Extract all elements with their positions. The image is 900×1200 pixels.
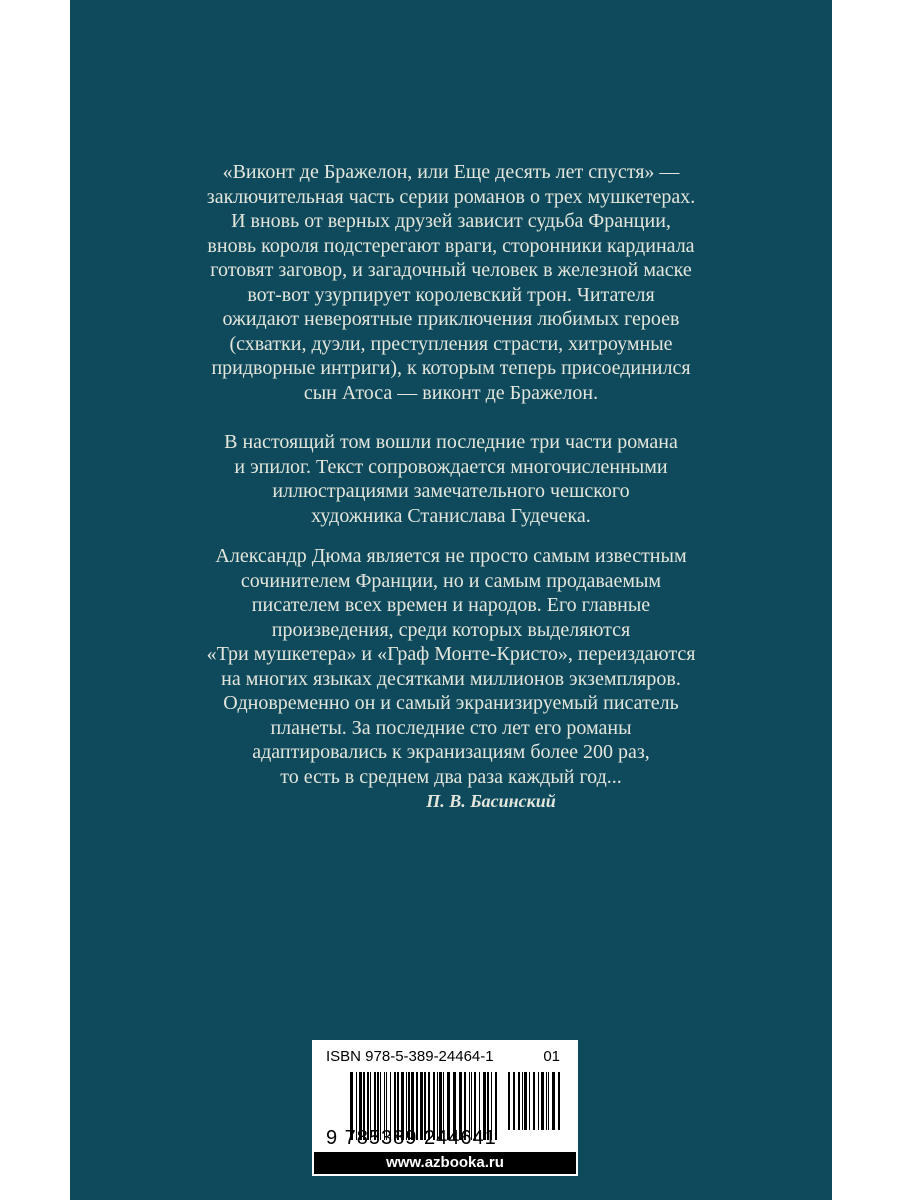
blurb-line: Александр Дюма является не просто самым известным <box>215 545 687 567</box>
isbn-barcode <box>312 1040 578 1176</box>
blurb-line: и эпилог. Текст сопровождается многочисленными <box>234 455 668 478</box>
blurb-line: сочинителем Франции, но и самым продаваемым <box>240 569 662 592</box>
blurb-paragraph-1 <box>70 160 832 405</box>
blurb-line: на многих языках десятками миллионов экземпляров. <box>221 667 681 690</box>
barcode-bar <box>518 1072 520 1130</box>
blurb-line: иллюстрациями замечательного чешского <box>272 480 630 502</box>
blurb-line: заключительная часть серии романов о трех мушкетерах. <box>206 185 696 208</box>
barcode-bar <box>508 1072 510 1130</box>
isbn-line <box>326 1048 566 1065</box>
blurb-line: вот-вот узурпирует королевский трон. Читателя <box>247 283 655 306</box>
blurb-line: сын Атоса — виконт де Бражелон. <box>303 381 599 404</box>
blurb-line: адаптировались к экранизациям более 200 раз, <box>252 741 650 763</box>
blurb-line: «Три мушкетера» и «Граф Монте-Кристо», переиздаются <box>206 643 696 665</box>
blurb-line: то есть в среднем два раза каждый год... <box>280 765 622 788</box>
barcode-bar <box>546 1072 547 1130</box>
isbn-number: ISBN 978-5-389-24464-1 <box>326 1048 494 1065</box>
barcode-bar <box>529 1072 530 1130</box>
blurb-line: И вновь от верных друзей зависит судьба Франции, <box>231 210 671 232</box>
blurb-paragraph-3 <box>70 544 832 814</box>
barcode-bar <box>522 1072 523 1130</box>
barcode-bar <box>548 1072 549 1130</box>
barcode-bar <box>538 1072 539 1130</box>
blurb-line: художника Станислава Гудечека. <box>311 504 591 527</box>
ean-digits: 9 785389 244641 <box>326 1127 497 1149</box>
isbn-addon-number: 01 <box>543 1048 560 1065</box>
publisher-url: www.azbooka.ru <box>314 1152 576 1174</box>
barcode-addon-bars <box>508 1072 562 1130</box>
blurb-line: В настоящий том вошли последние три части романа <box>224 431 678 453</box>
blurb-line: писателем всех времен и народов. Его главные <box>251 594 651 616</box>
barcode-bar <box>552 1072 555 1130</box>
barcode-bar <box>524 1072 527 1130</box>
blurb-line: произведения, среди которых выделяются <box>271 618 631 641</box>
barcode-bar <box>558 1072 560 1130</box>
blurb-line: готовят заговор, и загадочный человек в железной маске <box>210 259 692 281</box>
back-cover <box>70 0 832 1200</box>
blurb-line: «Виконт де Бражелон, или Еще десять лет спустя» — <box>222 161 680 183</box>
blurb-line: вновь короля подстерегают враги, сторонники кардинала <box>207 234 695 257</box>
blurb-line: (схватки, дуэли, преступления страсти, хитроумные <box>229 332 673 355</box>
blurb-line: ожидают невероятные приключения любимых героев <box>222 308 680 330</box>
blurb-line: Одновременно он и самый экранизируемый писатель <box>223 692 679 714</box>
barcode-bar <box>541 1072 544 1130</box>
blurb-line: придворные интриги), к которым теперь присоединился <box>211 357 691 379</box>
barcode-bar <box>533 1072 535 1130</box>
quote-author: П. В. Басинский <box>426 791 556 811</box>
blurb-paragraph-2 <box>70 430 832 528</box>
barcode-bar <box>513 1072 515 1130</box>
blurb-line: планеты. За последние сто лет его романы <box>270 716 632 739</box>
